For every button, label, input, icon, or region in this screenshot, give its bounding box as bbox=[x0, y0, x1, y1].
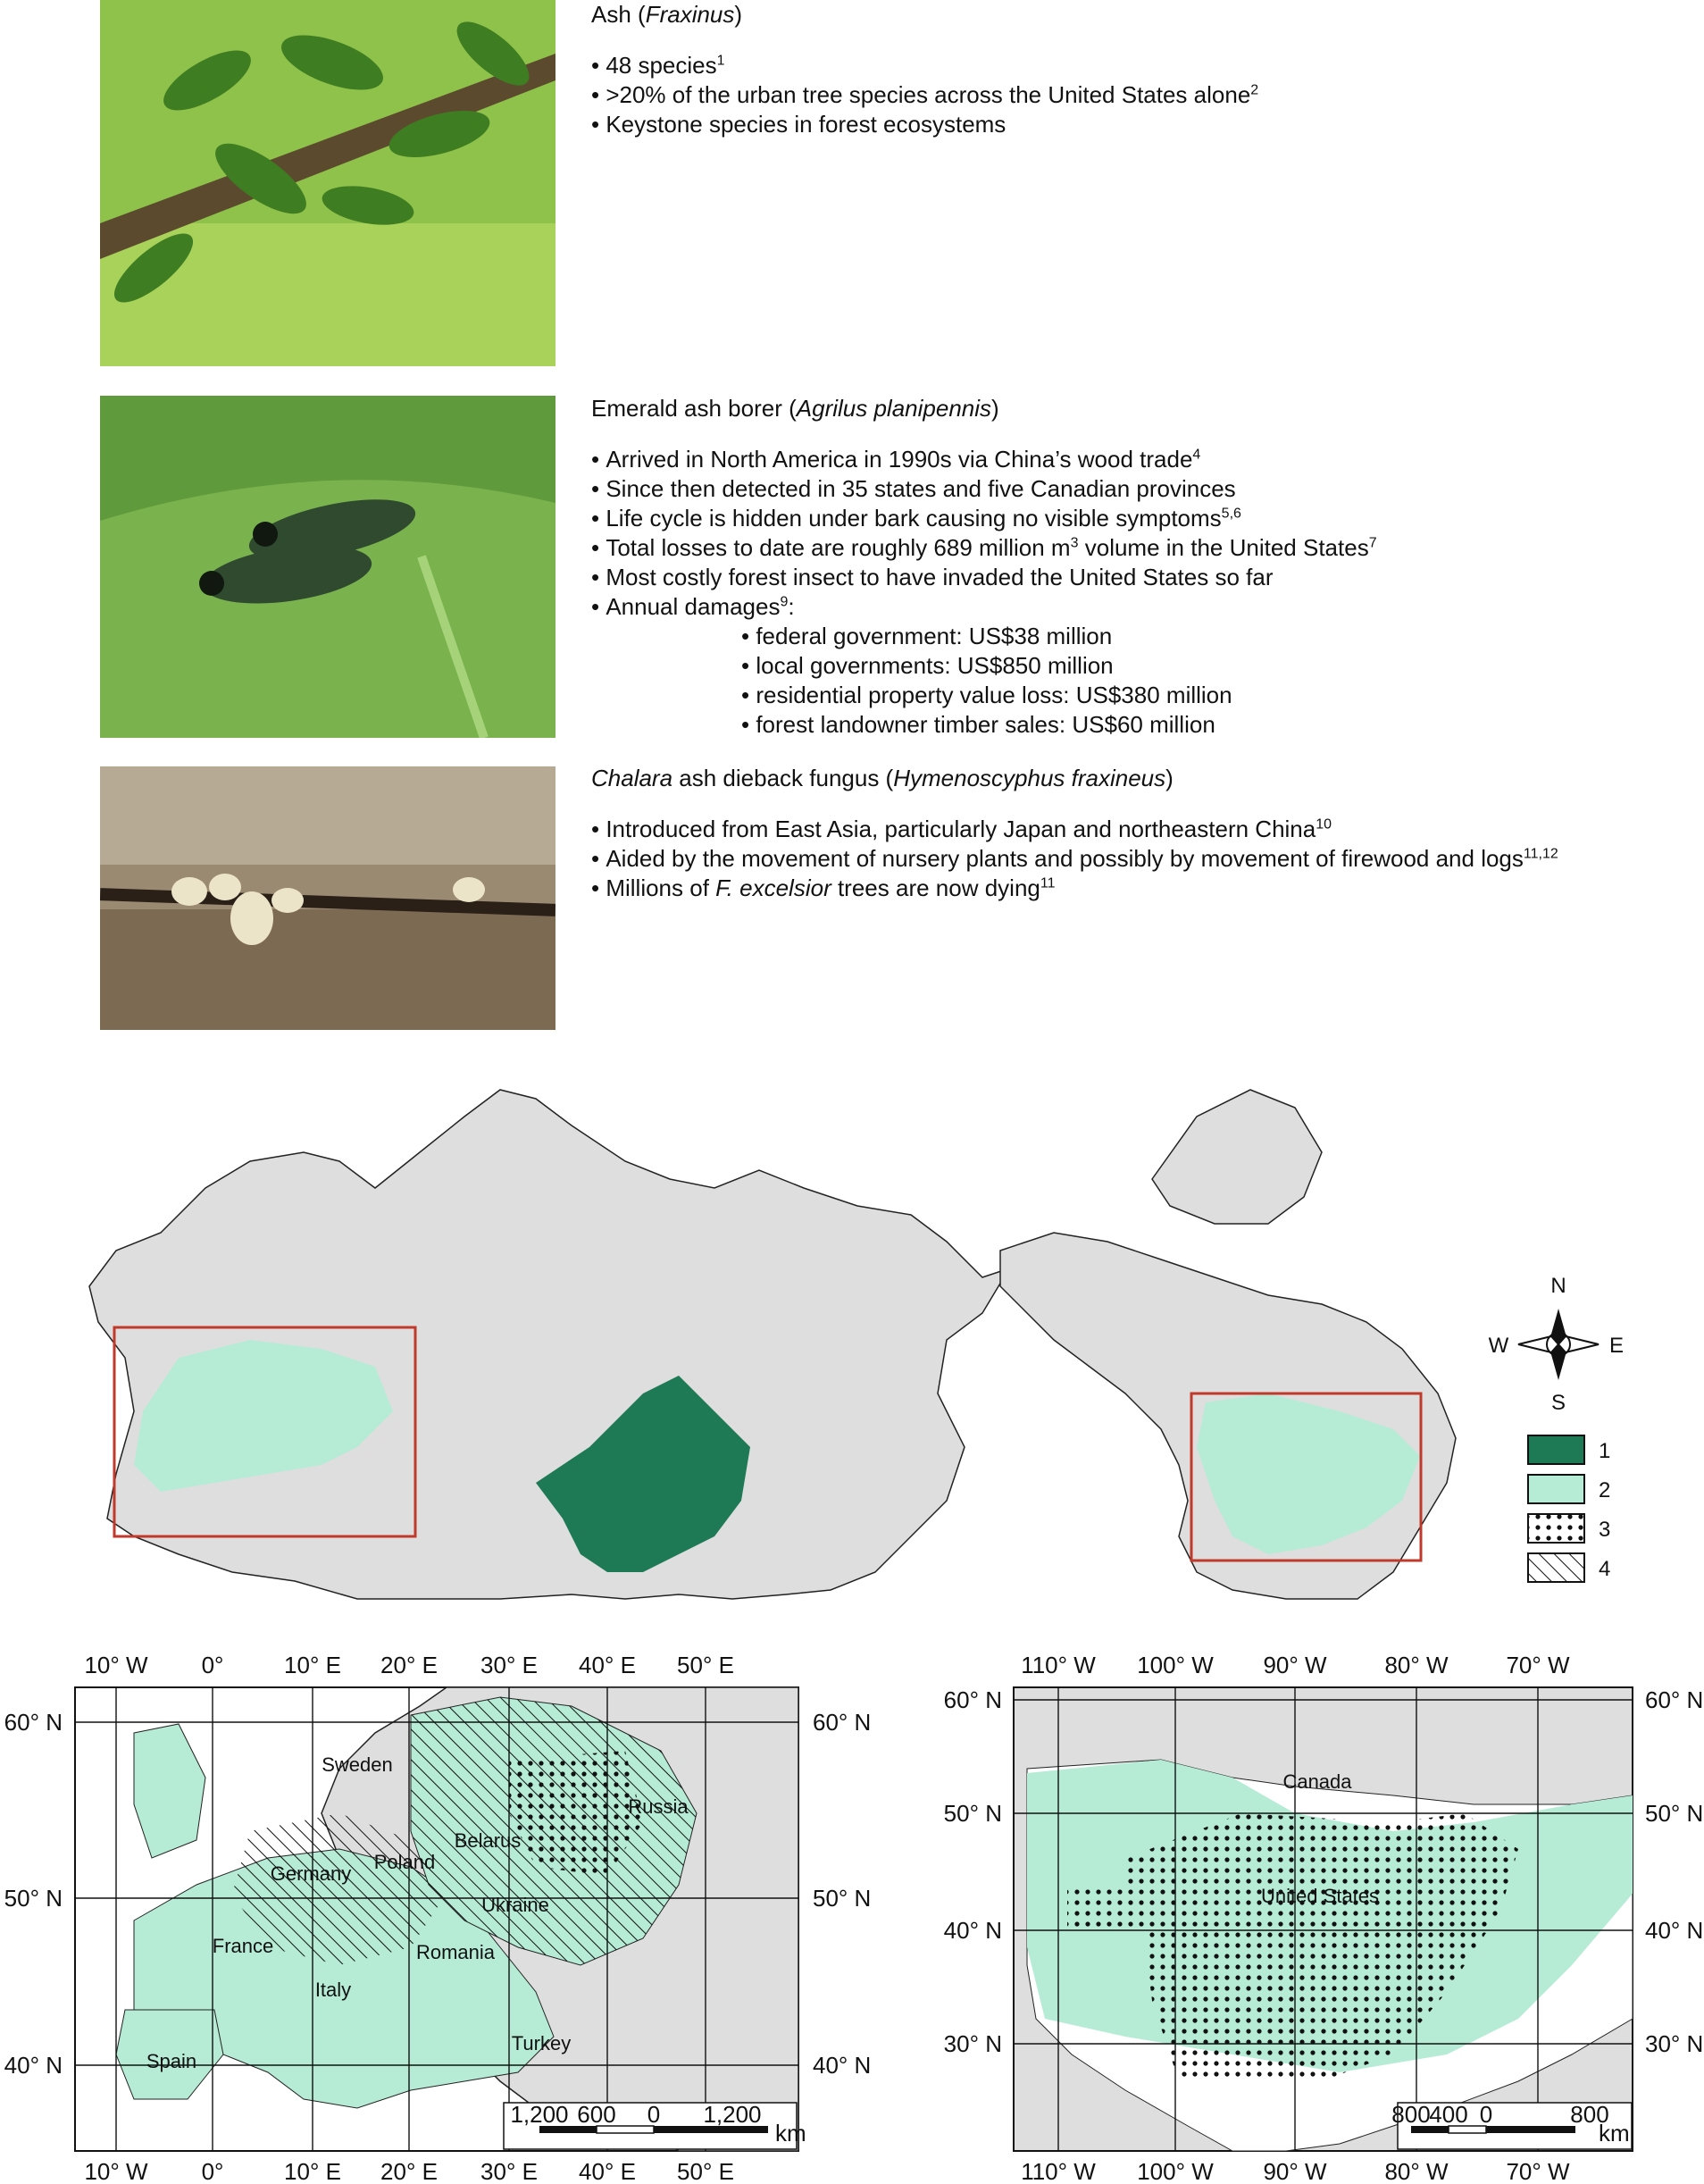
country-label: Sweden bbox=[322, 1753, 393, 1776]
europe-lon-label: 50° E bbox=[677, 1652, 734, 1678]
list-item: • forest landowner timber sales: US$60 million bbox=[591, 710, 1377, 740]
europe-lon-label: 50° E bbox=[677, 2158, 734, 2184]
list-item: • Introduced from East Asia, particularly Japan and northeastern China$^{10}$ bbox=[591, 815, 1558, 844]
europe-lon-label: 10° W bbox=[84, 1652, 148, 1678]
europe-lon-label: 40° E bbox=[579, 2158, 636, 2184]
scale-tick: 400 bbox=[1429, 2101, 1468, 2128]
scale-unit: km bbox=[1599, 2120, 1630, 2146]
ash-title: Ash (Fraxinus) bbox=[591, 1, 743, 28]
europe-lon-label: 10° E bbox=[284, 1652, 341, 1678]
compass-rose-icon bbox=[1518, 1309, 1599, 1380]
scale-tick: 0 bbox=[1479, 2101, 1493, 2128]
europe-lat-label: 60° N bbox=[4, 1709, 63, 1736]
list-item: • Annual damages$^9$: bbox=[591, 592, 1377, 622]
europe-lon-label: 0° bbox=[201, 1652, 224, 1678]
compass-south: S bbox=[1550, 1391, 1566, 1415]
scale-tick: 0 bbox=[647, 2101, 661, 2128]
europe-lon-label: 20° E bbox=[380, 2158, 438, 2184]
list-item: • 48 species$^1$ bbox=[591, 51, 1258, 80]
scale-tick: 800 bbox=[1570, 2101, 1609, 2128]
legend-swatch-hatch bbox=[1528, 1553, 1584, 1582]
legend-label: 4 bbox=[1599, 1557, 1611, 1581]
country-label: Russia bbox=[628, 1795, 689, 1818]
scale-tick: 600 bbox=[577, 2101, 616, 2128]
us-lon-label: 90° W bbox=[1263, 2158, 1327, 2184]
us-lat-label: 60° N bbox=[1645, 1686, 1704, 1713]
us-lon-label: 70° W bbox=[1506, 2158, 1570, 2184]
country-label: Ukraine bbox=[481, 1894, 549, 1916]
legend-label: 3 bbox=[1599, 1518, 1611, 1542]
scale-unit: km bbox=[775, 2120, 806, 2146]
us-lat-label: 40° N bbox=[943, 1917, 1002, 1944]
europe-lat-label: 50° N bbox=[813, 1885, 872, 1912]
list-item: • Keystone species in forest ecosystems bbox=[591, 110, 1258, 139]
europe-lon-label: 0° bbox=[201, 2158, 224, 2184]
us-lon-label: 110° W bbox=[1021, 1652, 1096, 1678]
us-lon-label: 100° W bbox=[1137, 1652, 1214, 1678]
compass-east: E bbox=[1608, 1334, 1625, 1358]
country-label: Spain bbox=[146, 2050, 197, 2072]
scale-tick: 800 bbox=[1391, 2101, 1431, 2128]
europe-lon-label: 10° E bbox=[284, 2158, 341, 2184]
list-item: • Life cycle is hidden under bark causing no visible symptoms$^{5,6}$ bbox=[591, 504, 1377, 533]
fungus-title: Chalara ash dieback fungus (Hymenoscyphus fraxineus) bbox=[591, 765, 1174, 791]
europe-lat-label: 50° N bbox=[4, 1885, 63, 1912]
list-item: • >20% of the urban tree species across the United States alone$^2$ bbox=[591, 80, 1258, 110]
country-label: Turkey bbox=[511, 2032, 572, 2054]
us-lon-label: 80° W bbox=[1384, 1652, 1449, 1678]
legend-label: 2 bbox=[1599, 1478, 1611, 1502]
list-item: • Aided by the movement of nursery plants and possibly by movement of firewood and logs$^{11,12}$ bbox=[591, 844, 1558, 874]
country-label: Poland bbox=[373, 1851, 436, 1873]
compass-north: N bbox=[1550, 1274, 1566, 1298]
europe-lat-label: 40° N bbox=[813, 2052, 872, 2079]
europe-lon-label: 40° E bbox=[579, 1652, 636, 1678]
list-item: • residential property value loss: US$380 million bbox=[591, 681, 1377, 710]
us-inset-map bbox=[1014, 1687, 1633, 2151]
legend-label: 1 bbox=[1599, 1439, 1611, 1463]
europe-lon-label: 10° W bbox=[84, 2158, 148, 2184]
list-item: • federal government: US$38 million bbox=[591, 622, 1377, 651]
europe-lon-label: 20° E bbox=[380, 1652, 438, 1678]
us-lon-label: 90° W bbox=[1263, 1652, 1327, 1678]
country-label: Germany bbox=[270, 1862, 352, 1885]
us-lon-label: 110° W bbox=[1021, 2158, 1096, 2184]
list-item: • Arrived in North America in 1990s via China’s wood trade$^4$ bbox=[591, 445, 1377, 474]
europe-inset-map bbox=[75, 1687, 798, 2151]
eurasia-landmass bbox=[89, 1090, 1009, 1599]
europe-lon-label: 30° E bbox=[480, 2158, 538, 2184]
us-lat-label: 30° N bbox=[943, 2030, 1002, 2057]
compass-west: W bbox=[1488, 1334, 1509, 1358]
us-lon-label: 100° W bbox=[1137, 2158, 1214, 2184]
us-lat-label: 50° N bbox=[1645, 1800, 1704, 1827]
country-label: Belarus bbox=[454, 1829, 522, 1852]
us-lat-label: 50° N bbox=[943, 1800, 1002, 1827]
scale-tick: 1,200 bbox=[703, 2101, 762, 2128]
list-item: • Total losses to date are roughly 689 million $m^3$ volume in the United States$^7$ bbox=[591, 533, 1377, 563]
list-item: • Most costly forest insect to have invaded the United States so far bbox=[591, 563, 1377, 592]
country-label: United States bbox=[1260, 1885, 1380, 1907]
country-label: France bbox=[212, 1935, 274, 1957]
list-item: • local governments: US$850 million bbox=[591, 651, 1377, 681]
us-lat-label: 60° N bbox=[943, 1686, 1002, 1713]
country-label: Italy bbox=[314, 1979, 352, 2001]
borer-title: Emerald ash borer (Agrilus planipennis) bbox=[591, 395, 999, 422]
list-item: • Millions of F. excelsior trees are now dying$^{11}$ bbox=[591, 874, 1558, 903]
world-map bbox=[89, 1090, 1456, 1599]
arctic-islands bbox=[1152, 1090, 1322, 1224]
europe-lon-label: 30° E bbox=[480, 1652, 538, 1678]
us-lon-label: 70° W bbox=[1506, 1652, 1570, 1678]
legend bbox=[1528, 1435, 1610, 1582]
europe-lat-label: 40° N bbox=[4, 2052, 63, 2079]
list-item: • Since then detected in 35 states and five Canadian provinces bbox=[591, 474, 1377, 504]
country-label: Romania bbox=[415, 1941, 496, 1963]
legend-swatch-dots bbox=[1528, 1514, 1584, 1543]
scale-tick: 1,200 bbox=[510, 2101, 569, 2128]
us-lat-label: 30° N bbox=[1645, 2030, 1704, 2057]
us-lon-label: 80° W bbox=[1384, 2158, 1449, 2184]
country-label: Canada bbox=[1282, 1770, 1352, 1793]
europe-lat-label: 60° N bbox=[813, 1709, 872, 1736]
us-lat-label: 40° N bbox=[1645, 1917, 1704, 1944]
legend-swatch-ash bbox=[1528, 1475, 1584, 1503]
legend-swatch-native bbox=[1528, 1435, 1584, 1464]
